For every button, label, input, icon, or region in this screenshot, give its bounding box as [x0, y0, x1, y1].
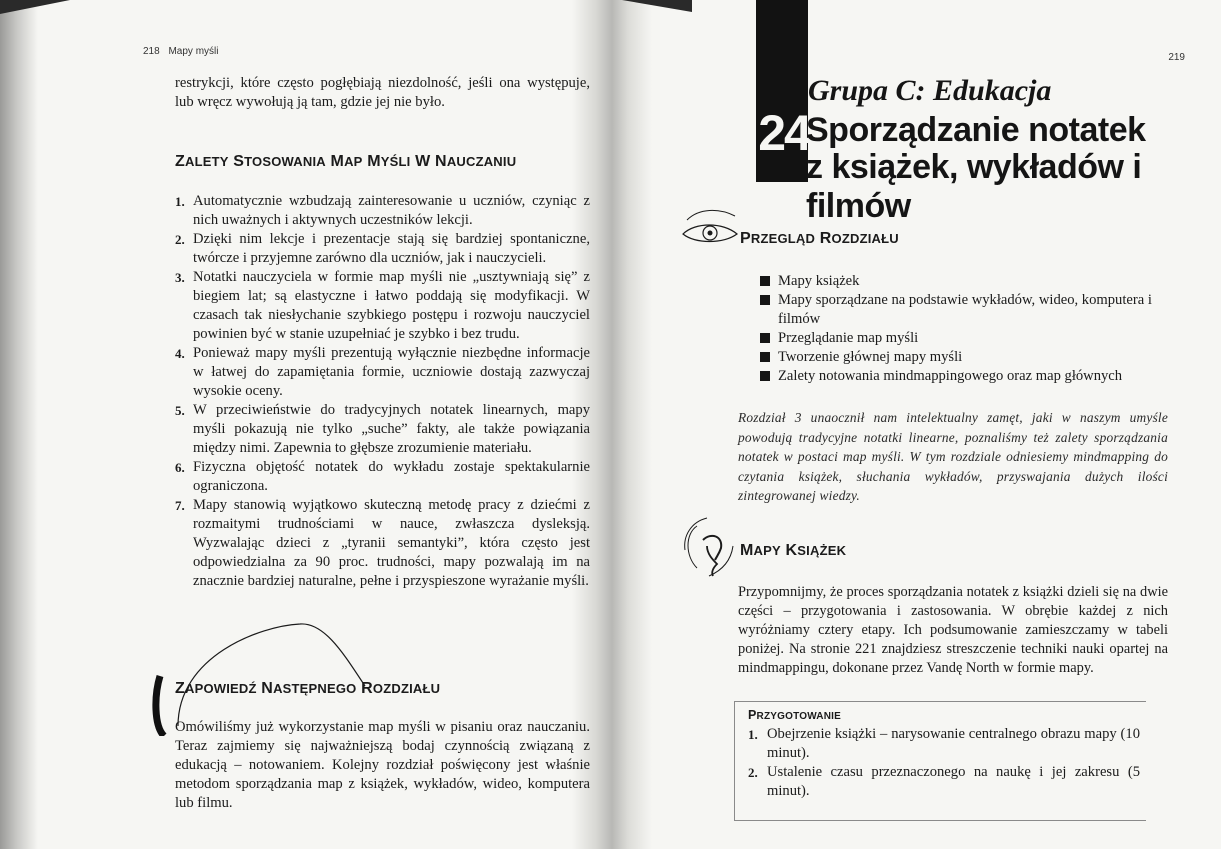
page-corner-shadow: [622, 0, 692, 12]
group-title: Grupa C: Edukacja: [808, 74, 1052, 107]
page-edge-shadow: [0, 0, 38, 849]
next-chapter-preview-text: Omówiliśmy już wykorzystanie map myśli w pisaniu oraz nauczaniu. Teraz zajmiemy się najważniejszą bodaj czynnością związaną z edukacją – notowaniem. Kolejny rozdział poświęcony jest właśnie metodom sporządzania map z książek, wykładów, wideo, komputera lub filmu.: [175, 719, 590, 811]
intro-paragraph: restrykcji, które często pogłębiają niezdolność, jeśli ona występuje, lub wręcz wywołują ją tam, gdzie jej nie było.: [175, 75, 590, 110]
list-item: Tworzenie głównej mapy myśli: [758, 348, 1168, 367]
next-chapter-preview-heading: ZAPOWIEDŹ NASTĘPNEGO ROZDZIAŁU: [175, 680, 441, 697]
page-number: 218: [143, 46, 160, 57]
chapter-number: 24: [758, 105, 810, 161]
chapter-title: Sporządzanie notatek: [806, 111, 1146, 149]
page-number: 219: [1168, 52, 1185, 63]
bullet-square-icon: [760, 352, 770, 362]
running-head-title: Mapy myśli: [168, 46, 219, 57]
advantages-heading: ZALETY STOSOWANIA MAP MYŚLI W NAUCZANIU: [175, 153, 517, 170]
preparation-heading: PRZYGOTOWANIE: [748, 708, 841, 722]
list-item: Zalety notowania mindmappingowego oraz map głównych: [758, 367, 1168, 386]
head-icon: [677, 516, 739, 580]
right-page: [612, 0, 1221, 849]
list-item: Przeglądanie map myśli: [758, 329, 1168, 348]
chapter-overview-list: [758, 272, 1168, 386]
bullet-square-icon: [760, 333, 770, 343]
bullet-square-icon: [760, 371, 770, 381]
list-item: 2. Ustalenie czasu przeznaczonego na naukę i jej zakresu (5 minut).: [748, 764, 1140, 799]
book-maps-heading: MAPY KSIĄŻEK: [740, 542, 847, 559]
bullet-square-icon: [760, 295, 770, 305]
bullet-square-icon: [760, 276, 770, 286]
running-head: [143, 46, 218, 57]
preparation-list: [748, 725, 1140, 801]
advantages-list: [175, 192, 590, 591]
list-item: 7. Mapy stanowią wyjątkowo skuteczną metodę pracy z dziećmi z rozmaitymi trudnościami w nauce, zwłaszcza dysleksją. Wyzwalając dzieci z „tyranii semantyki”, która często jest odpowiedzialna za 90 proc. trudności, mapy pozwalają im na znacznie bardziej naturalne, pełne i przyspieszone wyrażanie myśli.: [175, 497, 590, 589]
list-item: 3. Notatki nauczyciela w formie map myśli nie „usztywniają się” z biegiem lat; są elastyczne i łatwo poddają się modyfikacji. W czasach tak niesłychanie szybkiego postępu i rozwoju nauczyciel powinien być w stanie uzupełniać je szybko i bez trudu.: [175, 269, 590, 342]
list-item: Mapy książek: [758, 272, 1168, 291]
chapter-title-line2: z książek, wykładów i filmów: [806, 148, 1142, 225]
list-item: 2. Dzięki nim lekcje i prezentacje stają się bardziej spontaniczne, twórcze i przyjemne zarówno dla uczniów, jak i nauczycieli.: [175, 231, 590, 266]
list-item: 1. Obejrzenie książki – narysowanie centralnego obrazu mapy (10 minut).: [748, 726, 1140, 761]
eye-icon: [679, 208, 741, 248]
list-item: 1. Automatycznie wzbudzają zainteresowanie u uczniów, czyniąc z nich uważnych i aktywnych uczestników lekcji.: [175, 193, 590, 228]
list-item: 6. Fizyczna objętość notatek do wykładu zostaje spektakularnie ograniczona.: [175, 459, 590, 494]
book-maps-paragraph: Przypomnijmy, że proces sporządzania notatek z książki dzieli się na dwie części – przygotowania i zastosowania. W obrębie każdej z nich wyróżniamy cztery etapy. Ich podsumowanie zamieszczamy w tabeli poniżej. Na stronie 221 znajdziesz streszczenie techniki nauki opartej na mindmappingu, dokonane przez Vandę North w formie mapy.: [738, 584, 1168, 676]
gutter-shadow: [612, 0, 652, 849]
chapter-summary: Rozdział 3 unaocznił nam intelektualny zamęt, jaki w naszym umyśle powodują tradycyjne notatki linearne, poznaliśmy też zalety sporządzania notatek w postaci map myśli. W tym rozdziale odniesiemy mindmapping do czytania książek, słuchania wykładów, przyswajania dużych ilości zintegrowanej wiedzy.: [738, 410, 1168, 503]
chapter-overview-heading: PRZEGLĄD ROZDZIAŁU: [740, 230, 899, 247]
list-item: Mapy sporządzane na podstawie wykładów, wideo, komputera i filmów: [758, 291, 1168, 329]
page-corner-shadow: [0, 0, 70, 14]
list-item: 4. Ponieważ mapy myśli prezentują wyłącznie niezbędne informacje w łatwej do zapamiętania formie, uczniowie dostają zazwyczaj wysokie oceny.: [175, 345, 590, 399]
list-item: 5. W przeciwieństwie do tradycyjnych notatek linearnych, mapy myśli pokazują nie tylko „suche” fakty, ale także powiązania między nimi. Zapewnia to głębsze zrozumienie materiału.: [175, 402, 590, 456]
